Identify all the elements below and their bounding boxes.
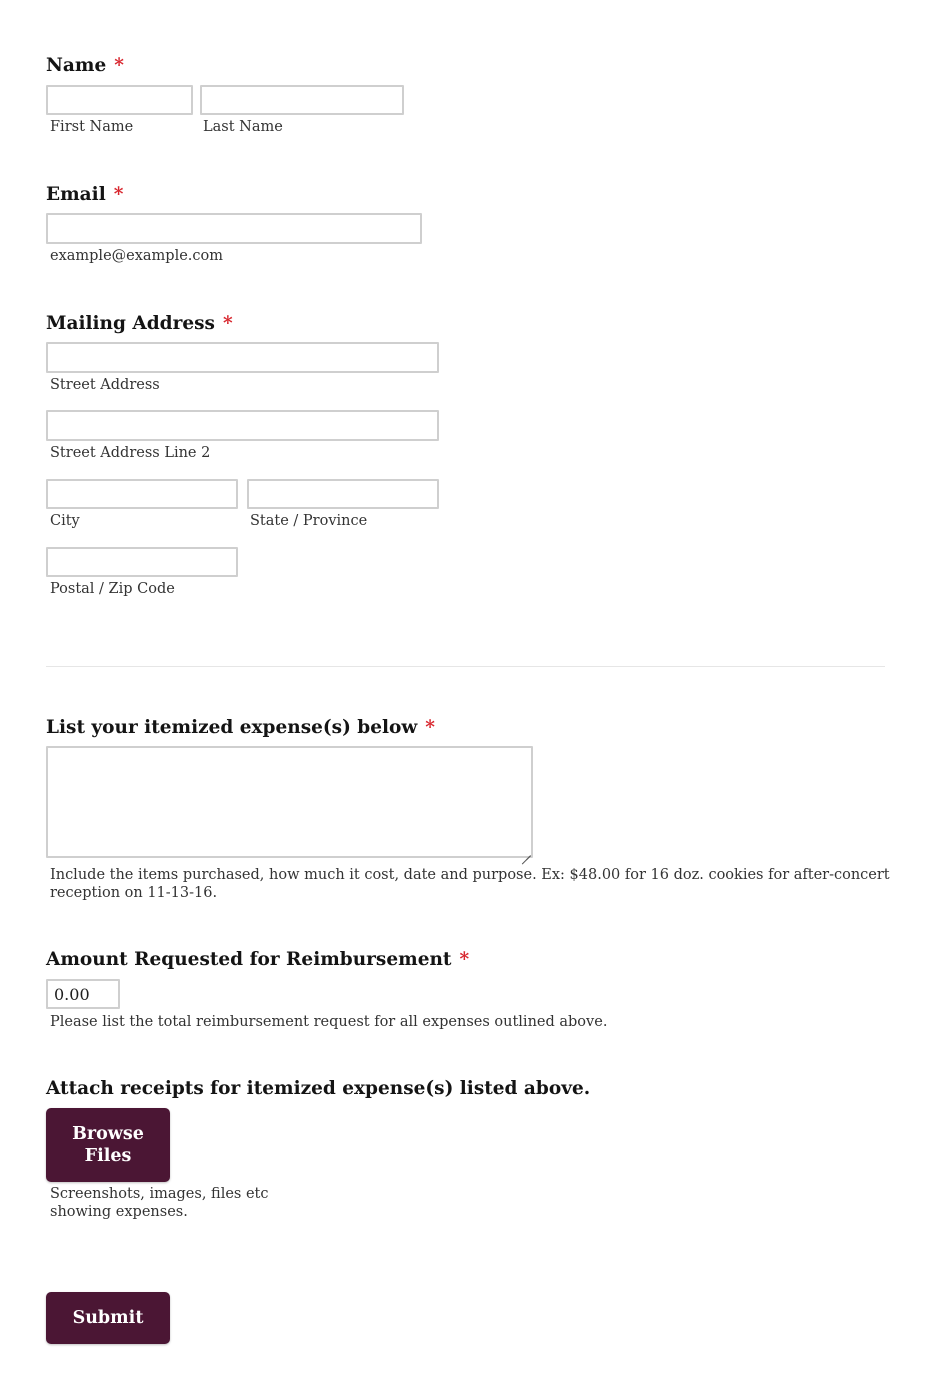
name-label-text: Name (46, 55, 107, 76)
amount-help-text: Please list the total reimbursement request for all expenses outlined above. (50, 1014, 608, 1030)
attachments-help-text: Screenshots, images, files etc showing expenses. (50, 1186, 269, 1220)
street-address-sublabel: Street Address (50, 377, 160, 393)
street-address-input[interactable] (46, 342, 439, 373)
last-name-input[interactable] (200, 85, 404, 115)
name-label (46, 55, 124, 76)
expenses-textarea-wrap (46, 746, 533, 858)
required-asterisk: * (113, 184, 124, 205)
amount-input[interactable] (46, 979, 120, 1009)
first-name-input[interactable] (46, 85, 193, 115)
required-asterisk: * (114, 55, 124, 76)
browse-files-label-line2: Files (84, 1146, 132, 1166)
postal-zip-sublabel: Postal / Zip Code (50, 581, 175, 597)
amount-label (46, 949, 469, 970)
submit-button[interactable]: Submit (46, 1292, 170, 1344)
required-asterisk: * (459, 949, 470, 970)
amount-label-text: Amount Requested for Reimbursement (46, 949, 452, 970)
first-name-sublabel: First Name (50, 119, 134, 135)
street-address-line2-input[interactable] (46, 410, 439, 441)
street-address-line2-sublabel: Street Address Line 2 (50, 445, 211, 461)
expenses-textarea[interactable] (46, 746, 533, 858)
email-label (46, 184, 123, 205)
last-name-sublabel: Last Name (203, 119, 283, 135)
mailing-address-label-text: Mailing Address (46, 313, 215, 334)
browse-files-button[interactable] (46, 1108, 170, 1182)
email-label-text: Email (46, 184, 106, 205)
postal-zip-input[interactable] (46, 547, 238, 577)
expenses-help-text: Include the items purchased, how much it cost, date and purpose. Ex: $48.00 for 16 doz. cookies for after-concert reception on 11-13-16. (50, 867, 890, 901)
resize-handle-icon[interactable] (521, 846, 531, 856)
required-asterisk: * (222, 313, 233, 334)
state-province-input[interactable] (247, 479, 439, 509)
section-divider (46, 666, 885, 667)
expenses-label (46, 717, 435, 738)
mailing-address-label (46, 313, 233, 334)
required-asterisk: * (425, 717, 435, 738)
city-input[interactable] (46, 479, 238, 509)
attachments-label: Attach receipts for itemized expense(s) listed above. (46, 1078, 591, 1099)
state-province-sublabel: State / Province (250, 513, 368, 529)
email-input[interactable] (46, 213, 422, 244)
browse-files-label-line1: Browse (72, 1124, 144, 1144)
city-sublabel: City (50, 513, 80, 529)
email-sublabel: example@example.com (50, 248, 224, 264)
expenses-label-text: List your itemized expense(s) below (46, 717, 418, 738)
